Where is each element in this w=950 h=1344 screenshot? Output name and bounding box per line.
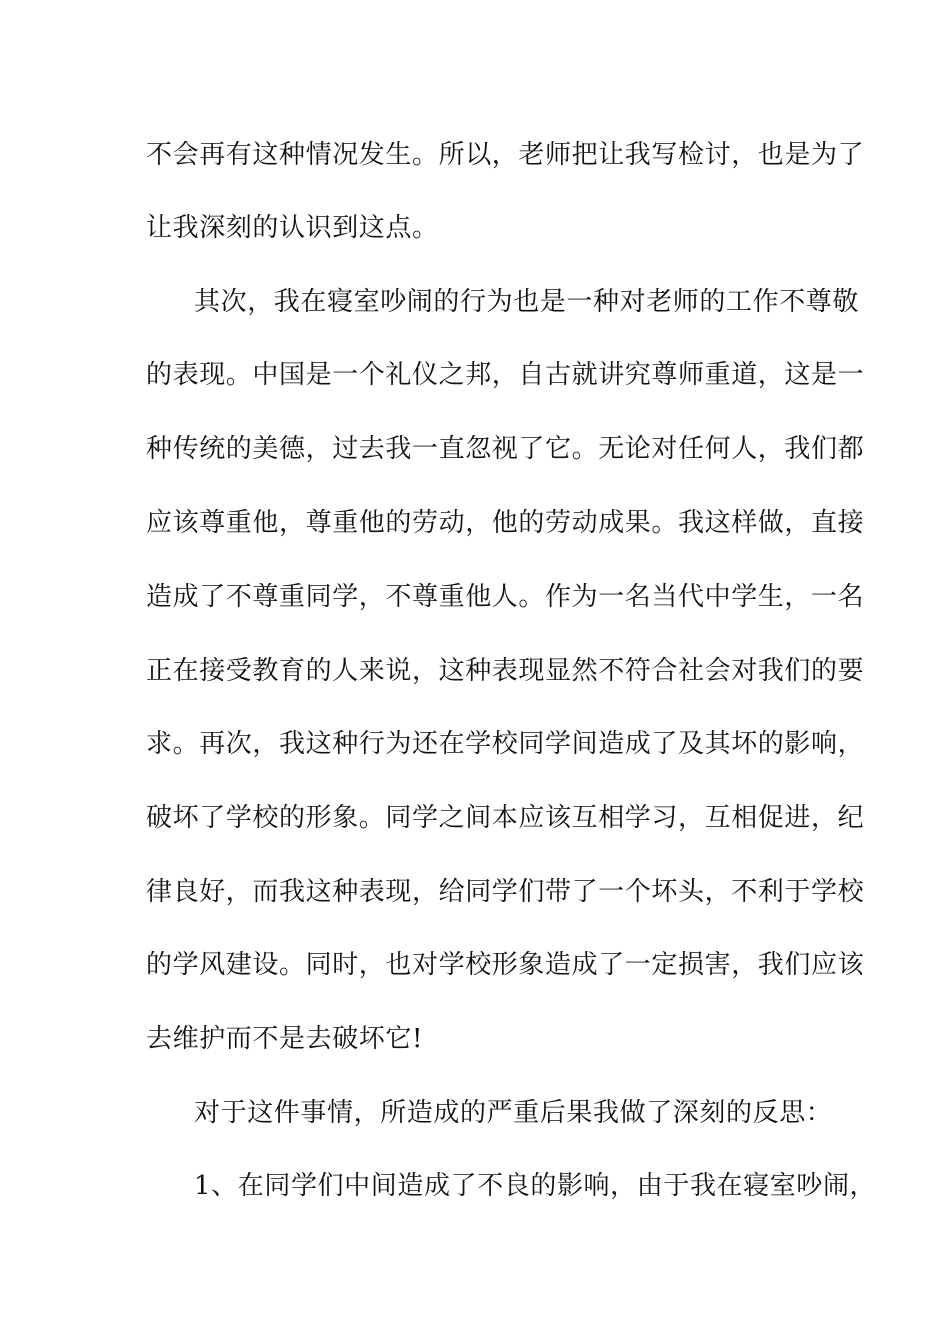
paragraph-line: 应该尊重他，尊重他的劳动，他的劳动成果。我这样做，直接 xyxy=(146,508,865,538)
paragraph-line: 求。再次，我这种行为还在学校同学间造成了及其坏的影响， xyxy=(146,729,865,759)
paragraph-line: 造成了不尊重同学，不尊重他人。作为一名当代中学生，一名 xyxy=(146,582,865,612)
paragraph-line: 对于这件事情，所造成的严重后果我做了深刻的反思： xyxy=(194,1098,833,1128)
paragraph-line: 种传统的美德，过去我一直忽视了它。无论对任何人，我们都 xyxy=(146,434,865,464)
paragraph-line: 1、在同学们中间造成了不良的影响，由于我在寝室吵闹， xyxy=(194,1171,877,1201)
paragraph-line: 去维护而不是去破坏它! xyxy=(146,1024,424,1054)
paragraph-line: 不会再有这种情况发生。所以，老师把让我写检讨，也是为了 xyxy=(146,140,865,170)
paragraph-line: 让我深刻的认识到这点。 xyxy=(146,213,439,243)
paragraph-line: 其次，我在寝室吵闹的行为也是一种对老师的工作不尊敬 xyxy=(194,287,860,317)
paragraph-line: 律良好，而我这种表现，给同学们带了一个坏头，不利于学校 xyxy=(146,877,865,907)
paragraph-line: 的表现。中国是一个礼仪之邦，自古就讲究尊师重道，这是一 xyxy=(146,360,865,390)
paragraph-line: 正在接受教育的人来说，这种表现显然不符合社会对我们的要 xyxy=(146,656,865,686)
paragraph-line: 破坏了学校的形象。同学之间本应该互相学习，互相促进，纪 xyxy=(146,803,865,833)
paragraph-line: 的学风建设。同时，也对学校形象造成了一定损害，我们应该 xyxy=(146,950,865,980)
